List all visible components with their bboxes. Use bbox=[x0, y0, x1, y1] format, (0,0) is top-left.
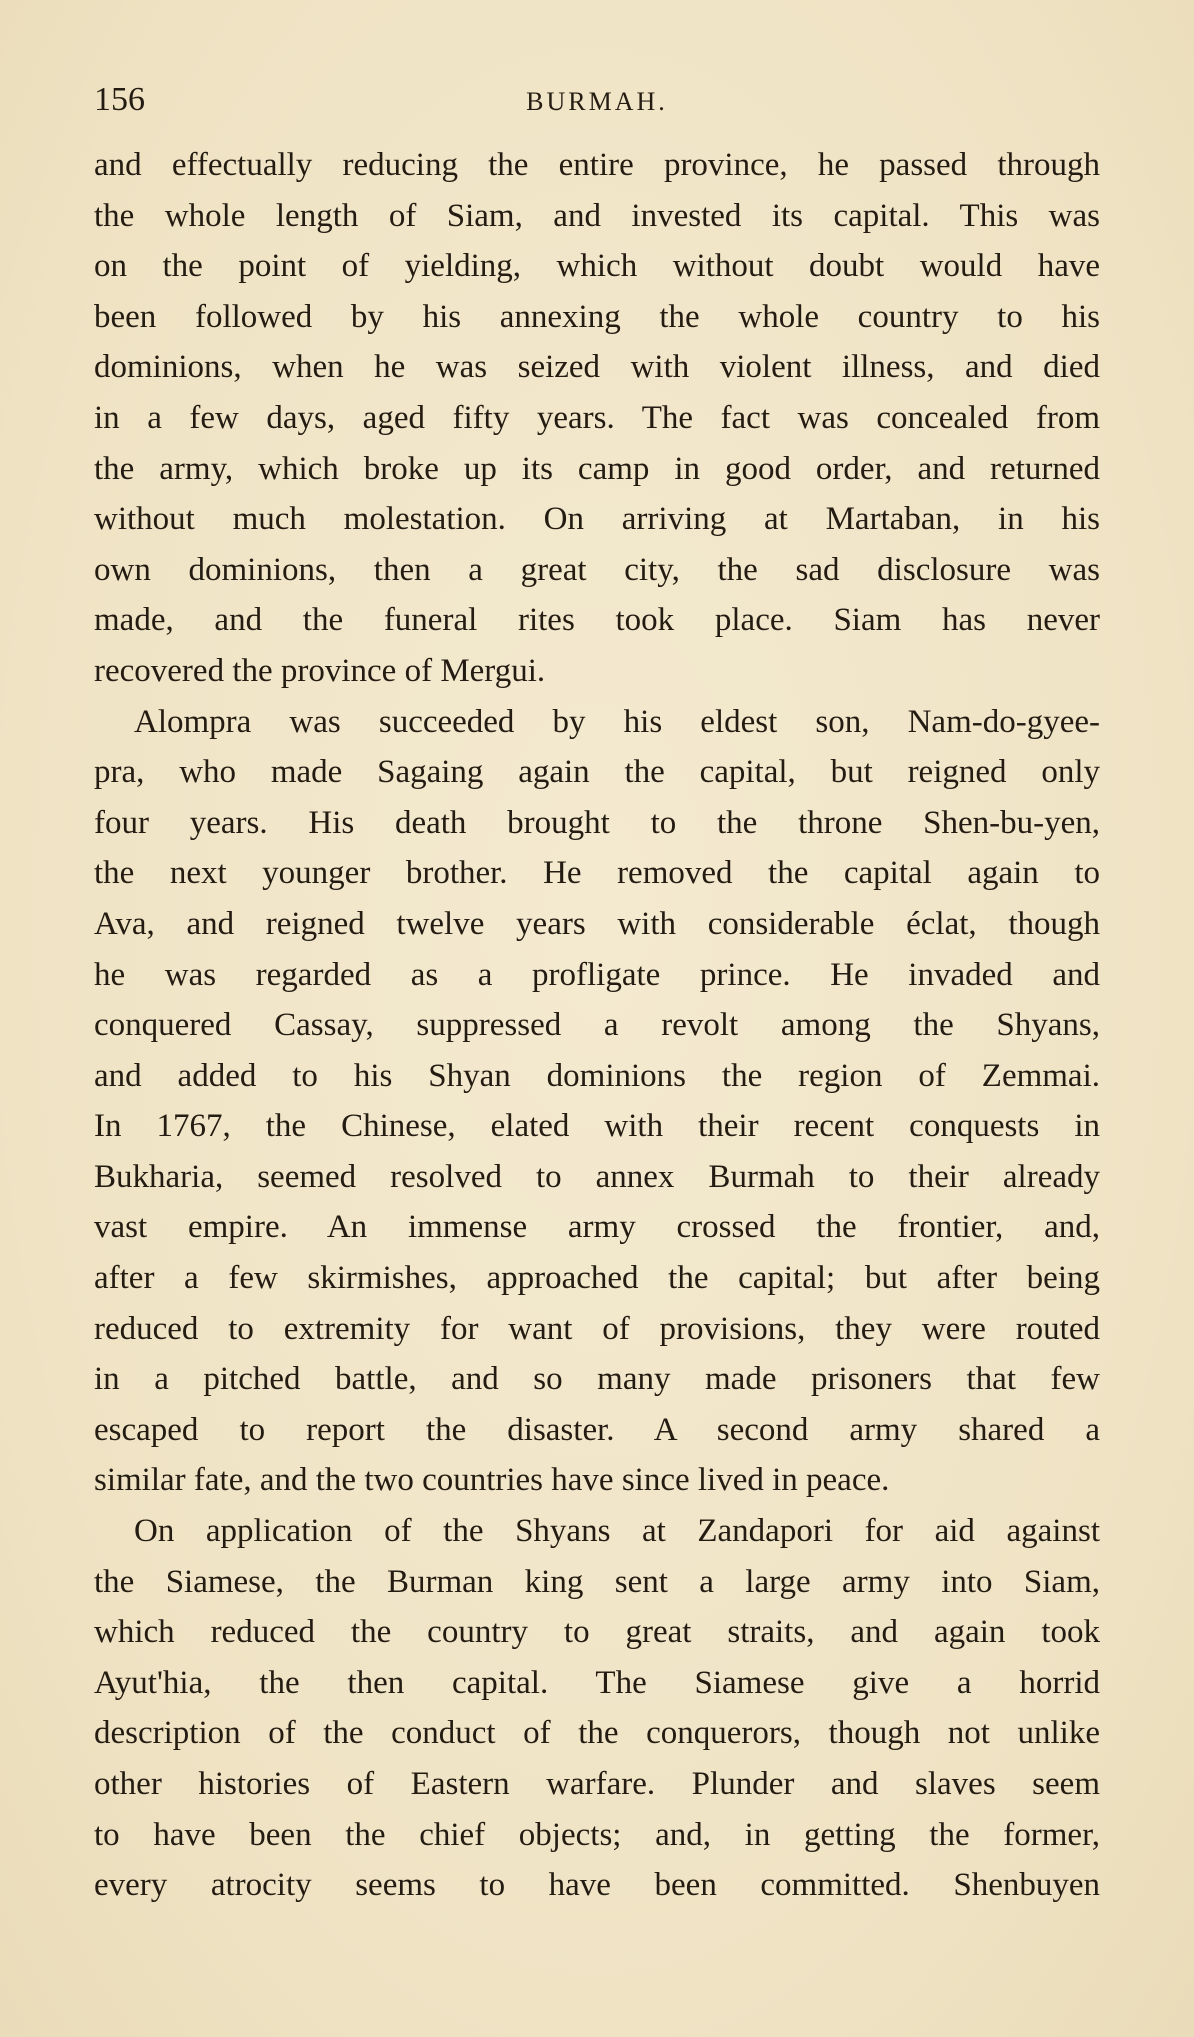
text-line: the army, which broke up its camp in good order, and returned bbox=[94, 450, 1100, 487]
text-line: been followed by his annexing the whole country to his bbox=[94, 298, 1100, 335]
text-line: four years. His death brought to the throne Shen-bu-yen, bbox=[94, 804, 1100, 841]
text-line: and added to his Shyan dominions the region of Zemmai. bbox=[94, 1057, 1100, 1094]
text-line: description of the conduct of the conquerors, though not unlike bbox=[94, 1715, 1100, 1752]
text-line: to have been the chief objects; and, in getting the former, bbox=[94, 1816, 1100, 1853]
text-line: he was regarded as a profligate prince. He invaded and bbox=[94, 956, 1100, 993]
text-line: and effectually reducing the entire province, he passed through bbox=[94, 147, 1100, 183]
text-line: the Siamese, the Burman king sent a large army into Siam, bbox=[94, 1563, 1100, 1600]
text-line: pra, who made Sagaing again the capital, but reigned only bbox=[94, 754, 1100, 791]
text-line: in a pitched battle, and so many made prisoners that few bbox=[94, 1361, 1100, 1398]
text-line: In 1767, the Chinese, elated with their recent conquests in bbox=[94, 1108, 1100, 1145]
text-line: conquered Cassay, suppressed a revolt among the Shyans, bbox=[94, 1007, 1100, 1044]
body-text bbox=[94, 140, 1100, 1911]
text-line: Ayut'hia, the then capital. The Siamese give a horrid bbox=[94, 1664, 1100, 1701]
text-line: escaped to report the disaster. A second army shared a bbox=[94, 1411, 1100, 1448]
text-line: Bukharia, seemed resolved to annex Burmah to their already bbox=[94, 1158, 1100, 1195]
running-head: BURMAH. bbox=[526, 87, 668, 116]
text-line: vast empire. An immense army crossed the frontier, and, bbox=[94, 1209, 1100, 1246]
text-line: Alompra was succeeded by his eldest son, Nam-do-gyee- bbox=[134, 703, 1100, 740]
text-line: Ava, and reigned twelve years with considerable éclat, though bbox=[94, 905, 1100, 942]
page-header bbox=[94, 80, 1100, 120]
text-line: dominions, when he was seized with violent illness, and died bbox=[94, 349, 1100, 386]
text-line: the whole length of Siam, and invested its capital. This was bbox=[94, 197, 1100, 234]
page-number: 156 bbox=[94, 81, 145, 118]
text-line: other histories of Eastern warfare. Plunder and slaves seem bbox=[94, 1766, 1100, 1802]
text-line: similar fate, and the two countries have since lived in peace. bbox=[94, 1462, 890, 1499]
text-line: after a few skirmishes, approached the capital; but after being bbox=[94, 1260, 1100, 1297]
text-line: in a few days, aged fifty years. The fact was concealed from bbox=[94, 399, 1100, 436]
text-line: every atrocity seems to have been committed. Shenbuyen bbox=[94, 1867, 1100, 1904]
text-line: reduced to extremity for want of provisions, they were routed bbox=[94, 1310, 1100, 1347]
text-line: the next younger brother. He removed the capital again to bbox=[94, 855, 1100, 892]
text-line: recovered the province of Mergui. bbox=[94, 652, 546, 689]
text-line: own dominions, then a great city, the sad disclosure was bbox=[94, 551, 1100, 588]
text-line: which reduced the country to great straits, and again took bbox=[94, 1614, 1100, 1651]
text-line: made, and the funeral rites took place. Siam has never bbox=[94, 602, 1100, 639]
text-line: without much molestation. On arriving at Martaban, in his bbox=[94, 501, 1100, 538]
text-line: on the point of yielding, which without doubt would have bbox=[94, 248, 1100, 285]
text-line: On application of the Shyans at Zandapori for aid against bbox=[134, 1513, 1100, 1550]
